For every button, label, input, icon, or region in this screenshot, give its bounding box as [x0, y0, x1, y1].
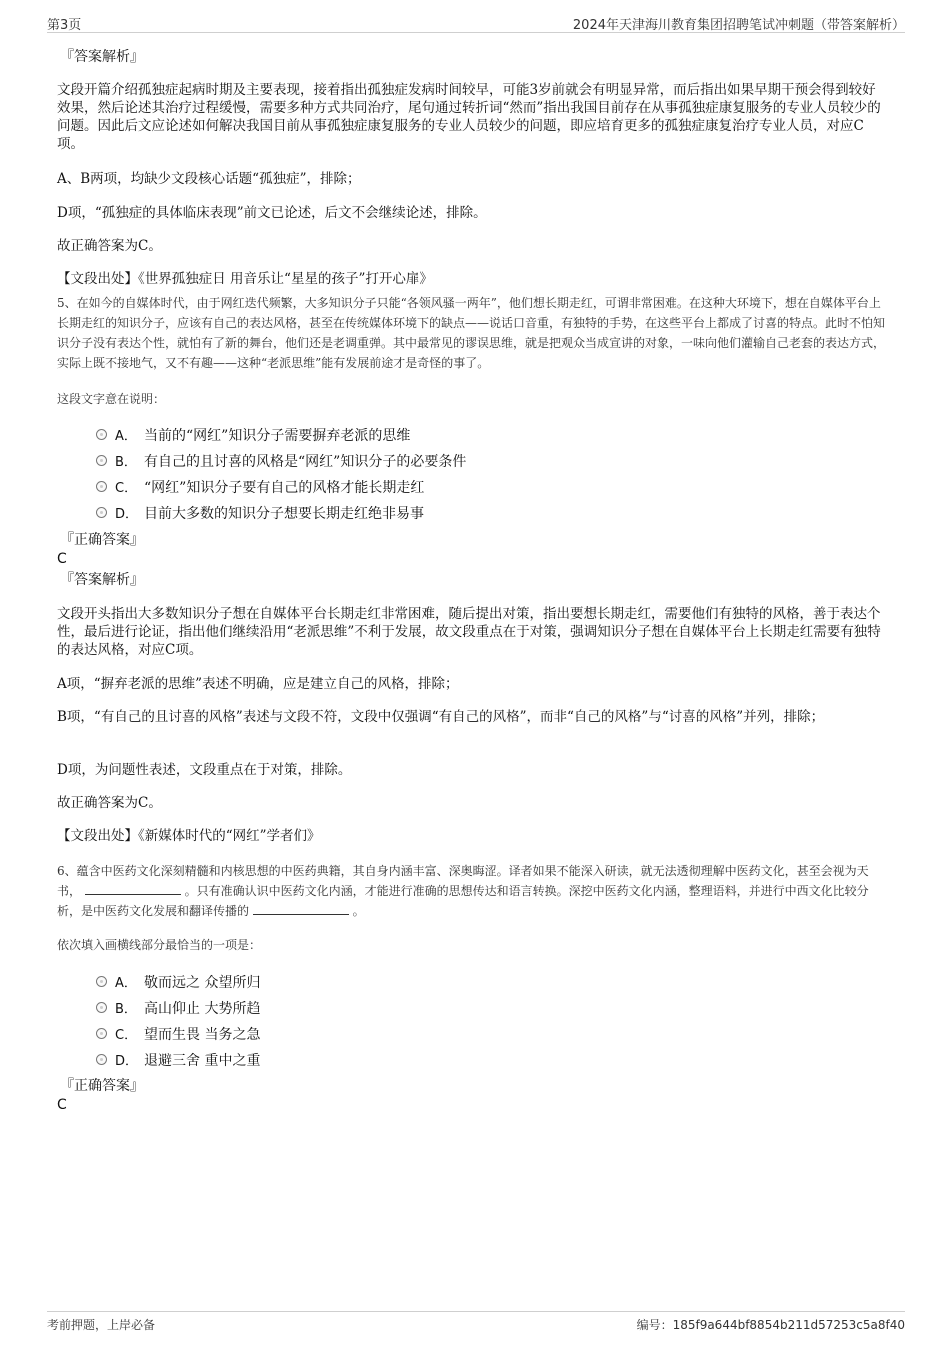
radio-button[interactable]: [96, 1054, 107, 1065]
radio-button[interactable]: [96, 481, 107, 492]
radio-button[interactable]: [96, 455, 107, 466]
q5-point-b: B项，“有自己的且讨喜的风格”表述与文段不符，文段中仅强调“有自己的风格”，而非“自己的风格”与“讨喜的风格”并列，排除；: [57, 709, 825, 725]
q5-analysis-label: 『答案解析』: [60, 572, 144, 588]
option-letter: D．: [115, 507, 139, 522]
footer-slogan: 考前押题，上岸必备: [47, 1318, 156, 1332]
q6-correct-answer: C: [57, 1097, 67, 1113]
option-text: 退避三舍 重中之重: [144, 1053, 261, 1069]
option-letter: B．: [115, 455, 137, 470]
radio-button[interactable]: [96, 429, 107, 440]
page-header: [47, 12, 905, 33]
option-letter: D．: [115, 1054, 139, 1069]
q5-conclusion: 故正确答案为C。: [57, 795, 162, 811]
answer-blank-1: [85, 883, 181, 895]
q4-conclusion: 故正确答案为C。: [57, 238, 162, 254]
q5-correct-label: 『正确答案』: [60, 532, 144, 548]
q5-point-a: A项，“摒弃老派的思维”表述不明确，应是建立自己的风格，排除；: [57, 676, 459, 692]
q6-prompt: 依次填入画横线部分最恰当的一项是：: [57, 938, 262, 952]
q4-point-d: D项，“孤独症的具体临床表现”前文已论述，后文不会继续论述，排除。: [57, 205, 487, 221]
option-text: 敬而远之 众望所归: [144, 975, 261, 991]
option-letter: C．: [115, 481, 138, 496]
option-letter: B．: [115, 1002, 137, 1017]
radio-button[interactable]: [96, 976, 107, 987]
option-text: 高山仰止 大势所趋: [144, 1001, 261, 1017]
page-footer: [47, 1311, 905, 1334]
option-letter: A．: [115, 429, 137, 444]
q4-analysis-text: 文段开篇介绍孤独症起病时期及主要表现，接着指出孤独症发病时间较早，可能3岁前就会有明显异常，而后指出如果早期干预会得到较好效果，然后论述其治疗过程缓慢，需要多种方式共同治疗，尾句通过转折词“然而”指出我国目前存在从事孤独症康复服务的专业人员较少的问题。因此后文应论述如何解决我国目前从事孤独症康复服务的专业人员较少的问题，即应培育更多的孤独症康复治疗专业人员，对应C项。: [57, 82, 881, 152]
q6-stem-part3: 。: [352, 904, 365, 918]
q6-correct-label: 『正确答案』: [60, 1078, 144, 1094]
q5-prompt: 这段文字意在说明：: [57, 392, 166, 406]
option-text: 有自己的且讨喜的风格是“网红”知识分子的必要条件: [144, 454, 467, 470]
radio-button[interactable]: [96, 1028, 107, 1039]
option-text: 望而生畏 当务之急: [144, 1027, 261, 1043]
q6-stem: [57, 861, 887, 921]
radio-button[interactable]: [96, 1002, 107, 1013]
option-text: 目前大多数的知识分子想要长期走红绝非易事: [144, 506, 424, 522]
q5-source: 【文段出处】《新媒体时代的“网红”学者们》: [57, 828, 321, 844]
q4-source: 【文段出处】《世界孤独症日 用音乐让“星星的孩子”打开心扉》: [57, 271, 433, 287]
q5-point-d: D项，为问题性表述，文段重点在于对策，排除。: [57, 762, 352, 778]
q6-stem-part1: 6、蕴含中医药文化深刻精髓和内核思想的中医药典籍，其自身内涵丰富、深奥晦涩。译者如果不能深入研读，就无法透彻理解中医药文化，甚至会视为天书，: [57, 864, 869, 898]
option-letter: C．: [115, 1028, 138, 1043]
page-number: 第3页: [47, 18, 82, 33]
q5-analysis-text: 文段开头指出大多数知识分子想在自媒体平台长期走红非常困难，随后提出对策，指出要想长期走红，需要他们有独特的风格，善于表达个性，最后进行论证，指出他们继续沿用“老派思维”不利于发展，故文段重点在于对策，强调知识分子想在自媒体平台上长期走红需要有独特的表达风格，对应C项。: [57, 606, 881, 658]
document-serial: 编号：185f9a644bf8854b211d57253c5a8f40: [636, 1318, 905, 1332]
document-title: 2024年天津海川教育集团招聘笔试冲刺题（带答案解析）: [572, 18, 905, 33]
answer-blank-2: [253, 903, 349, 915]
q5-correct-answer: C: [57, 551, 67, 567]
option-letter: A．: [115, 976, 137, 991]
q6-stem-part2: 。只有准确认识中医药文化内涵，才能进行准确的思想传达和语言转换。深挖中医药文化内涵，整理语料，并进行中西文化比较分析，是中医药文化发展和翻译传播的: [57, 884, 869, 918]
q4-point-ab: A、B两项，均缺少文段核心话题“孤独症”，排除；: [57, 171, 361, 187]
option-text: 当前的“网红”知识分子需要摒弃老派的思维: [144, 428, 411, 444]
q4-analysis-label: 『答案解析』: [60, 49, 144, 65]
q5-stem: 5、在如今的自媒体时代，由于网红迭代频繁，大多知识分子只能“各领风骚一两年”，他们想长期走红，可谓非常困难。在这种大环境下，想在自媒体平台上长期走红的知识分子，应该有自己的表达风格，甚至在传统媒体环境下的缺点——说话口音重，有独特的手势，在这些平台上都成了讨喜的特点。此时不怕知识分子没有表达个性，就怕有了新的舞台，他们还是老调重弹。其中最常见的谬误思维，就是把观众当成宣讲的对象，一味向他们灌输自己老套的表达方式，实际上既不接地气，又不有趣——这种“老派思维”能有发展前途才是奇怪的事了。: [57, 296, 886, 370]
option-text: “网红”知识分子要有自己的风格才能长期走红: [144, 480, 425, 496]
radio-button[interactable]: [96, 507, 107, 518]
